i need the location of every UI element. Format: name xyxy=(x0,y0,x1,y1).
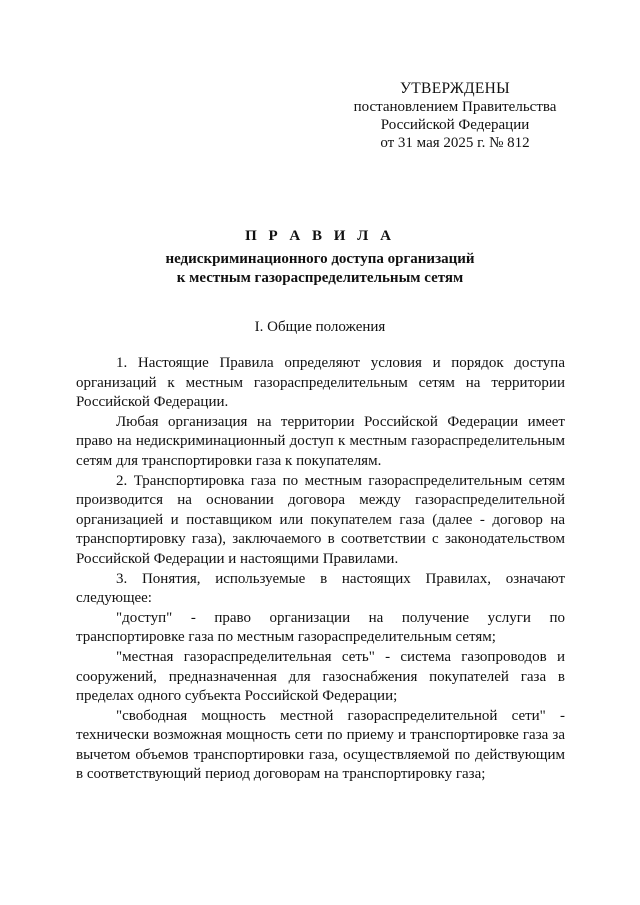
section-heading: I. Общие положения xyxy=(254,319,386,335)
paragraph-3: 2. Транспортировка газа по местным газораспределительным сетям производится на основании договора между газораспределительной организацией и поставщиком или покупателем газа (далее - договор на транспортировку газа), заключаемого в соответствии с законодательством Российской Федерации и настоящими Правилами. xyxy=(76,472,565,567)
document-body xyxy=(76,354,565,785)
document-title: П Р А В И Л А xyxy=(245,228,395,244)
definition-free-capacity: "свободная мощность местной газораспределительной сети" - технически возможная мощность сети по приему и транспортировке газа за вычетом объемов транспортировки газа, осуществляемой по действующим в соответствующий период договорам на транспортировку газа; xyxy=(76,707,565,783)
paragraph-4: 3. Понятия, используемые в настоящих Правилах, означают следующее: xyxy=(76,570,565,607)
approval-stamp: УТВЕРЖДЕНЫ xyxy=(400,80,510,97)
paragraph-2: Любая организация на территории Российской Федерации имеет право на недискриминационный доступ к местным газораспределительным сетям для транспортировки газа к покупателям. xyxy=(76,413,565,469)
subtitle-line-2: к местным газораспределительным сетям xyxy=(176,270,464,286)
approval-line-date: от 31 мая 2025 г. № 812 xyxy=(380,135,530,151)
approval-line-decree: постановлением Правительства xyxy=(353,99,557,115)
document-subtitle xyxy=(0,250,640,288)
approval-line-government: Российской Федерации xyxy=(380,117,530,133)
definition-local-network: "местная газораспределительная сеть" - система газопроводов и сооружений, предназначенная для газоснабжения покупателей газа в пределах одного субъекта Российской Федерации; xyxy=(76,648,565,705)
approval-block xyxy=(330,80,580,152)
subtitle-line-1: недискриминационного доступа организаций xyxy=(165,251,475,267)
paragraph-1: 1. Настоящие Правила определяют условия и порядок доступа организаций к местным газораспределительным сетям на территории Российской Федерации. xyxy=(76,355,565,411)
definition-access: "доступ" - право организации на получение услуги по транспортировке газа по местным газораспределительным сетям; xyxy=(76,609,565,646)
